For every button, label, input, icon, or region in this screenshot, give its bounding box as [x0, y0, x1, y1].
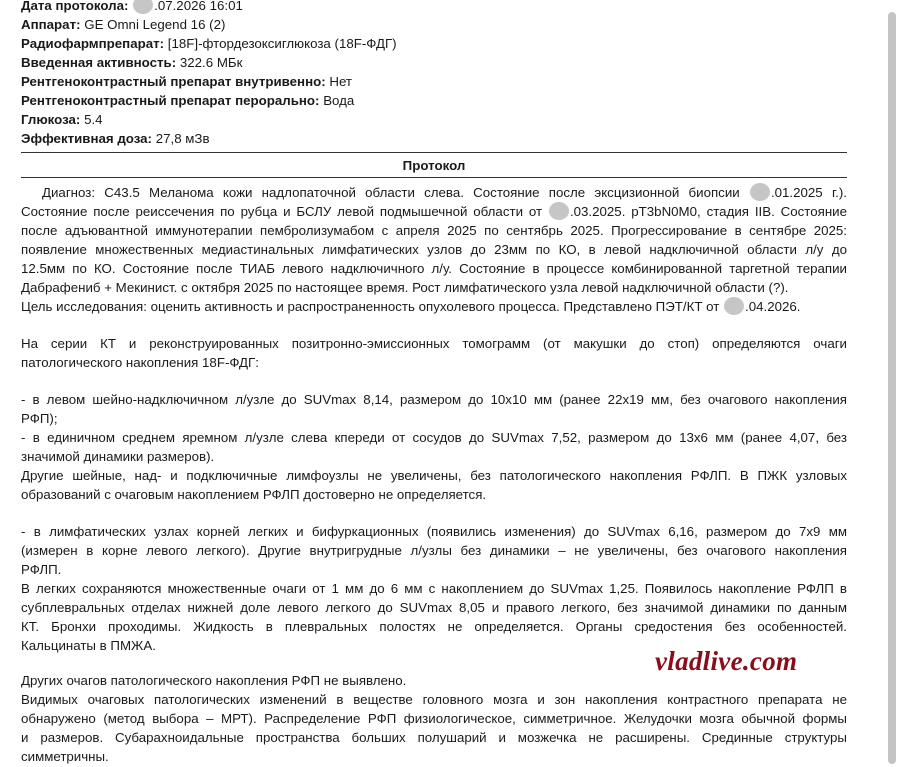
protocol-date-value: .07.2026 16:01: [154, 0, 243, 13]
watermark: vladlive.com: [655, 646, 798, 676]
radiopharmaceutical-row: [21, 34, 397, 53]
text-line: Кальцинаты в ПМЖА.: [21, 638, 156, 653]
text-line: На серии КТ и реконструированных позитронно-эмиссионных томограмм (от макушки до стоп) определяются очаги: [21, 336, 847, 351]
vertical-scrollbar[interactable]: [884, 0, 900, 767]
text-line: В легких сохраняются множественные очаги от 1 мм до 6 мм с накоплением до SUVmax 1,25. Появилось накопление РФЛП в: [21, 581, 847, 596]
glucose-row: [21, 110, 103, 129]
text-line: 12.5мм по КО. Состояние после ТИАБ левого надключичного л/у. Состояние в процессе комбинированной таргетной терапии: [21, 261, 847, 276]
device-label: Аппарат:: [21, 17, 81, 32]
text-line: значимой динамики размеров).: [21, 449, 215, 464]
redaction-mark: [750, 183, 770, 201]
activity-label: Введенная активность:: [21, 55, 177, 70]
device-value: GE Omni Legend 16 (2): [84, 17, 226, 32]
text-line: появление множественных медиастинальных лимфатических узлов до 23мм по КО, в левой надключичной области л/у до: [21, 242, 847, 257]
text-line: - в левом шейно-надключичном л/узле до SUVmax 8,14, размером до 10х10 мм (ранее 22х19 мм, без очагового накопления: [21, 392, 847, 407]
iv-contrast-row: [21, 72, 352, 91]
text-line: - в лимфатических узлах корней легких и бифуркационных (появились изменения) до SUVmax 6,16, размером до 7х9 мм: [21, 524, 847, 539]
effective-dose-label: Эффективная доза:: [21, 131, 152, 146]
text-line: Видимых очаговых патологических изменений в веществе головного мозга и зон накопления контрастного препарата не: [21, 692, 847, 707]
text-line: Других очагов патологического накопления РФП не выявлено.: [21, 673, 407, 688]
activity-value: 322.6 МБк: [179, 55, 243, 70]
text-line: Состояние после реиссечения по рубца и БСЛУ левой подмышечной области от .03.2025. pT3bN0M0, стадия IIB. Состояние: [21, 204, 847, 219]
radiopharmaceutical-value: [18F]-фтордезоксиглюкоза (18F-ФДГ): [167, 36, 397, 51]
redaction-mark: [724, 297, 744, 315]
oral-contrast-value: Вода: [323, 93, 355, 108]
text-line: Другие шейные, над- и подключичные лимфоузлы не увеличены, без патологического накопления РФЛП. В ПЖК узловых: [21, 468, 847, 483]
iv-contrast-label: Рентгеноконтрастный препарат внутривенно:: [21, 74, 326, 89]
redaction-mark: [133, 0, 153, 14]
section-title: Протокол: [402, 158, 466, 173]
protocol-date-label: Дата протокола:: [21, 0, 129, 13]
text-line: РФП);: [21, 411, 58, 426]
text-line: субплевральных отделах нижней доле левого легкого до SUVmax 8,05 и правого легкого, без значимой динамики по данным: [21, 600, 847, 615]
text-line: Диагноз: C43.5 Меланома кожи надлопаточной области слева. Состояние после эксцизионной биопсии .01.2025 г.).: [42, 185, 847, 200]
text-line: КТ. Бронхи проходимы. Жидкость в плевральных полостях не определяется. Органы средостения без особенностей.: [21, 619, 847, 634]
text-line: - в единичном среднем яремном л/узле слева кпереди от сосудов до SUVmax 7,52, размером до 13х6 мм (ранее 4,07, без: [21, 430, 847, 445]
text-line: и размеров. Субарахноидальные пространства больших полушарий и мозжечка не расширены. Срединные структуры: [21, 730, 847, 745]
redaction-mark: [549, 202, 569, 220]
radiopharmaceutical-label: Радиофармпрепарат:: [21, 36, 165, 51]
device-row: [21, 15, 225, 34]
glucose-label: Глюкоза:: [21, 112, 81, 127]
text-line: РФЛП.: [21, 562, 62, 577]
chest-findings-paragraph: [21, 522, 847, 655]
oral-contrast-label: Рентгеноконтрастный препарат перорально:: [21, 93, 320, 108]
effective-dose-row: [21, 129, 210, 148]
text-line: обнаружено (метод выбора – МРТ). Распределение РФП физиологическое, симметричное. Желудочки мозга обычной формы: [21, 711, 847, 726]
neck-findings-paragraph: [21, 390, 847, 504]
protocol-date-row: [21, 0, 243, 15]
text-line: патологического накопления 18F-ФДГ:: [21, 355, 259, 370]
text-line: Цель исследования: оценить активность и распространенность опухолевого процесса. Представлено ПЭТ/КТ от .04.2026.: [21, 299, 801, 314]
diagnosis-paragraph: [21, 183, 847, 316]
intro-paragraph: [21, 334, 847, 372]
iv-contrast-value: Нет: [329, 74, 353, 89]
oral-contrast-row: [21, 91, 354, 110]
section-divider-bottom: [21, 177, 847, 178]
text-line: (измерен в корне левого легкого). Другие внутригрудные л/узлы без динамики – не увеличены, без очагового накопления: [21, 543, 847, 558]
section-divider-top: [21, 152, 847, 153]
other-findings-paragraph: [21, 671, 847, 766]
glucose-value: 5.4: [84, 112, 103, 127]
activity-row: [21, 53, 242, 72]
text-line: симметричны.: [21, 749, 109, 764]
text-line: после адъювантной иммунотерапии пембролизумабом с апреля 2025 по сентябрь 2025. Прогрессирование в сентябре 2025:: [21, 223, 847, 238]
scrollbar-thumb[interactable]: [888, 12, 896, 764]
text-line: Дабрафениб + Мекинист. с октября 2025 по настоящее время. Рост лимфатического узла левой надключичной области (?).: [21, 280, 789, 295]
effective-dose-value: 27,8 мЗв: [155, 131, 210, 146]
text-line: образований с очаговым накоплением РФЛП достоверно не определяется.: [21, 487, 487, 502]
